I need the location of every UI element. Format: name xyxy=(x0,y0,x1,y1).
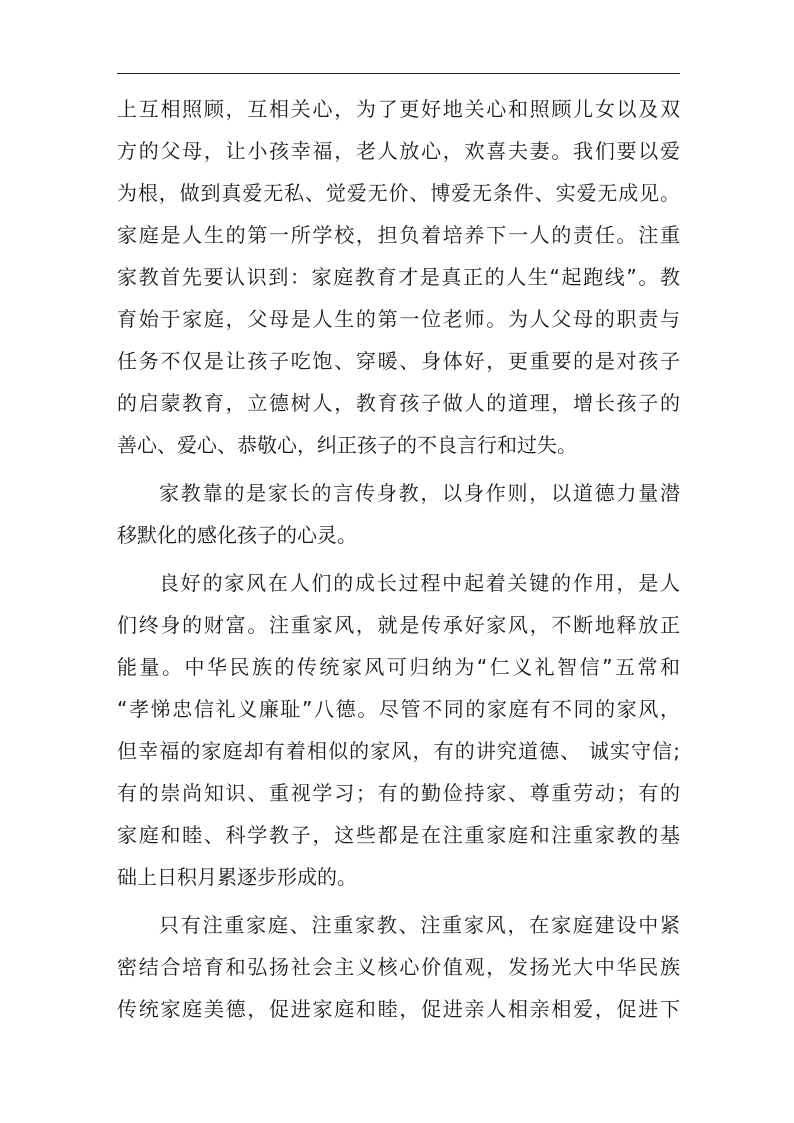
paragraph xyxy=(117,472,680,556)
text-line: 有的崇尚知识、重视学习；有的勤俭持家、尊重劳动；有的 xyxy=(117,781,680,805)
text-line: 础上日积月累逐步形成的。 xyxy=(117,865,357,889)
paragraph xyxy=(117,904,680,1030)
header-rule xyxy=(117,73,680,74)
text-line: 良好的家风在人们的成长过程中起着关键的作用，是人 xyxy=(159,571,680,595)
text-line: 只有注重家庭、注重家教、注重家风，在家庭建设中紧 xyxy=(159,913,680,937)
text-line: “孝悌忠信礼义廉耻”八德。尽管不同的家庭有不同的家风， xyxy=(117,697,680,721)
text-line: 育始于家庭，父母是人生的第一位老师。为人父母的职责与 xyxy=(117,307,680,331)
text-line: 家庭是人生的第一所学校，担负着培养下一人的责任。注重 xyxy=(117,223,680,247)
text-line: 为根，做到真爱无私、觉爱无价、博爱无条件、实爱无成见。 xyxy=(117,181,680,205)
text-line: 移默化的感化孩子的心灵。 xyxy=(117,523,357,547)
text-line: 传统家庭美德，促进家庭和睦，促进亲人相亲相爱，促进下 xyxy=(117,997,680,1021)
text-line: 家教首先要认识到：家庭教育才是真正的人生“起跑线”。教 xyxy=(117,265,680,289)
text-line: 家庭和睦、科学教子，这些都是在注重家庭和注重家教的基 xyxy=(117,823,680,847)
text-line: 但幸福的家庭却有着相似的家风，有的讲究道德、 诚实守信; xyxy=(117,739,680,763)
text-line: 密结合培育和弘扬社会主义核心价值观，发扬光大中华民族 xyxy=(117,955,680,979)
text-line: 任务不仅是让孩子吃饱、穿暖、身体好，更重要的是对孩子 xyxy=(117,349,680,373)
text-line: 善心、爱心、恭敬心，纠正孩子的不良言行和过失。 xyxy=(117,433,577,457)
text-line: 的启蒙教育，立德树人，教育孩子做人的道理，增长孩子的 xyxy=(117,391,680,415)
text-line: 方的父母，让小孩幸福，老人放心，欢喜夫妻。我们要以爱 xyxy=(117,139,680,163)
text-line: 能量。中华民族的传统家风可归纳为“仁义礼智信”五常和 xyxy=(117,655,680,679)
text-line: 们终身的财富。注重家风，就是传承好家风，不断地释放正 xyxy=(117,613,680,637)
text-line: 上互相照顾，互相关心，为了更好地关心和照顾儿女以及双 xyxy=(117,97,680,121)
text-line: 家教靠的是家长的言传身教，以身作则，以道德力量潜 xyxy=(159,481,680,505)
paragraph xyxy=(117,562,680,898)
body-text xyxy=(117,88,680,1030)
paragraph xyxy=(117,88,680,466)
